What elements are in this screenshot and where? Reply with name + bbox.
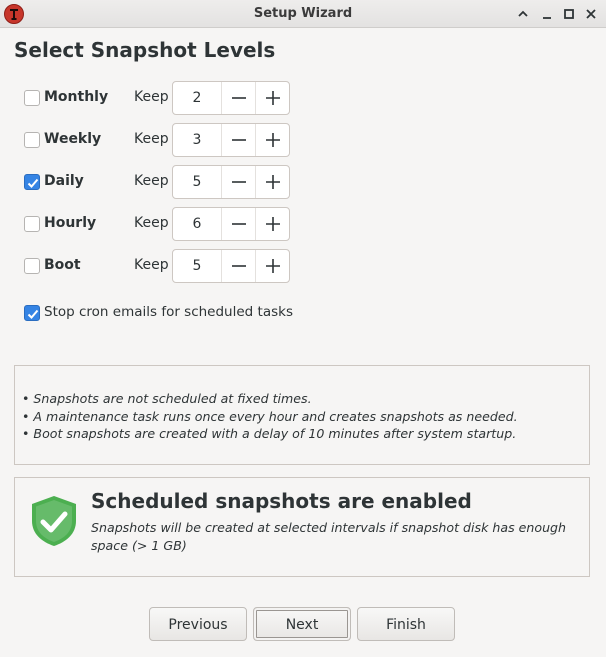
plus-icon[interactable]: [255, 82, 289, 114]
monthly-keep-spinner: [172, 81, 290, 115]
level-row-daily: [24, 165, 304, 199]
keep-label: Keep: [134, 173, 169, 189]
minus-icon[interactable]: [221, 208, 255, 240]
chevron-up-icon[interactable]: [516, 6, 530, 20]
checkmark-icon: [26, 176, 40, 190]
minus-icon[interactable]: [221, 166, 255, 198]
spinner-value[interactable]: 3: [192, 132, 202, 148]
minimize-icon[interactable]: [540, 6, 554, 20]
window-title: Setup Wizard: [253, 6, 353, 21]
keep-label: Keep: [134, 131, 169, 147]
hourly-label: Hourly: [44, 215, 97, 231]
boot-checkbox[interactable]: [24, 258, 40, 274]
plus-icon[interactable]: [255, 124, 289, 156]
notes-box: [14, 365, 590, 465]
spinner-value[interactable]: 5: [192, 258, 202, 274]
stop-cron-emails-label: Stop cron emails for scheduled tasks: [44, 304, 293, 320]
stop-cron-emails-row: [24, 303, 324, 323]
weekly-label: Weekly: [44, 131, 102, 147]
minus-icon[interactable]: [221, 250, 255, 282]
level-row-hourly: [24, 207, 304, 241]
plus-icon[interactable]: [255, 166, 289, 198]
hourly-keep-spinner: [172, 207, 290, 241]
spinner-value[interactable]: 2: [192, 90, 202, 106]
boot-keep-spinner: [172, 249, 290, 283]
weekly-keep-spinner: [172, 123, 290, 157]
stop-cron-emails-checkbox[interactable]: [24, 305, 40, 321]
status-box: [14, 477, 590, 577]
minus-icon[interactable]: [221, 82, 255, 114]
plus-icon[interactable]: [255, 250, 289, 282]
window-titlebar: [0, 0, 606, 28]
next-button[interactable]: Next: [253, 607, 351, 641]
spinner-value[interactable]: 5: [192, 174, 202, 190]
keep-label: Keep: [134, 215, 169, 231]
level-row-boot: [24, 249, 304, 283]
keep-label: Keep: [134, 89, 169, 105]
shield-check-icon: [31, 495, 77, 547]
finish-button[interactable]: Finish: [357, 607, 455, 641]
spinner-value[interactable]: 6: [192, 216, 202, 232]
note-line: • A maintenance task runs once every hour and creates snapshots as needed.: [22, 408, 518, 424]
monthly-checkbox[interactable]: [24, 90, 40, 106]
previous-button[interactable]: Previous: [149, 607, 247, 641]
close-icon[interactable]: [584, 6, 598, 20]
note-line: • Snapshots are not scheduled at fixed times.: [22, 391, 312, 406]
daily-label: Daily: [44, 173, 84, 189]
minus-icon[interactable]: [221, 124, 255, 156]
daily-keep-spinner: [172, 165, 290, 199]
hourly-checkbox[interactable]: [24, 216, 40, 232]
daily-checkbox[interactable]: [24, 174, 40, 190]
page-title: Select Snapshot Levels: [14, 38, 276, 62]
checkmark-icon: [26, 307, 40, 321]
weekly-checkbox[interactable]: [24, 132, 40, 148]
maximize-icon[interactable]: [562, 6, 576, 20]
status-title: Scheduled snapshots are enabled: [91, 489, 472, 513]
boot-label: Boot: [44, 257, 81, 273]
status-description: Snapshots will be created at selected intervals if snapshot disk has enough space (> 1 GB): [91, 520, 567, 553]
note-line: • Boot snapshots are created with a delay of 10 minutes after system startup.: [22, 426, 517, 441]
monthly-label: Monthly: [44, 89, 109, 105]
level-row-monthly: [24, 81, 304, 115]
keep-label: Keep: [134, 257, 169, 273]
plus-icon[interactable]: [255, 208, 289, 240]
level-row-weekly: [24, 123, 304, 157]
